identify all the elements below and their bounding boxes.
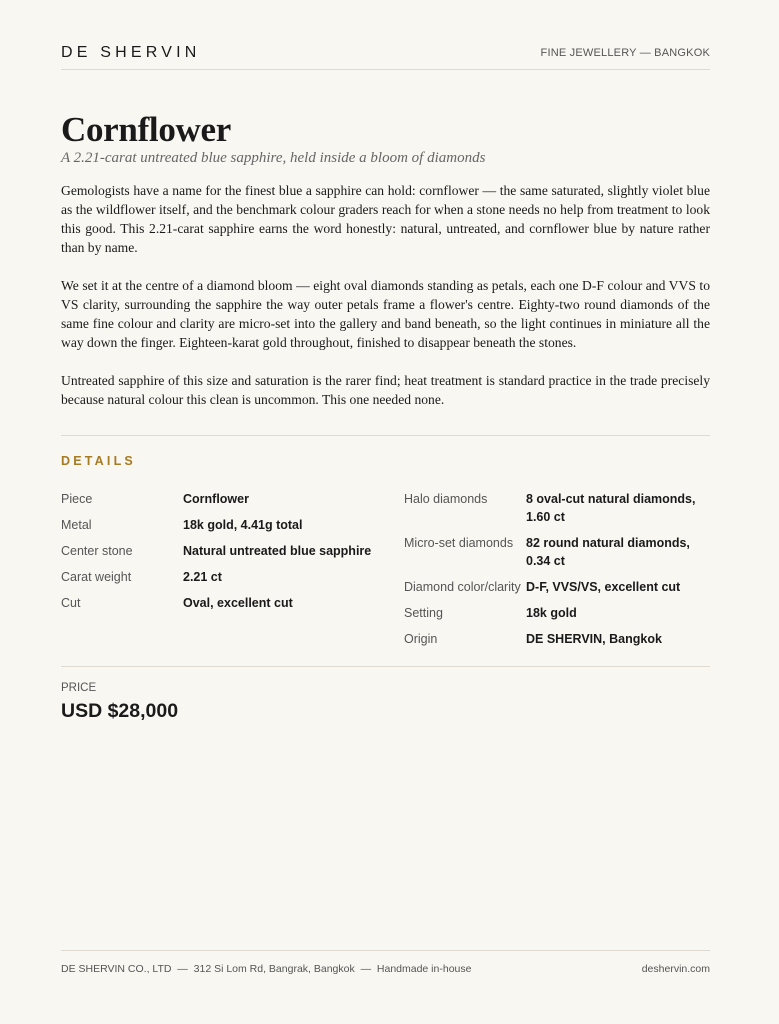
spec-row-halo-diamonds xyxy=(404,490,714,526)
spec-row-cut xyxy=(61,594,391,612)
spec-row-origin xyxy=(404,630,714,648)
spec-value: Oval, excellent cut xyxy=(183,596,293,610)
price-label: PRICE xyxy=(61,682,97,694)
details-left-column xyxy=(61,490,391,620)
spec-row-diamond-color-clarity xyxy=(404,578,714,596)
description-paragraph: We set it at the centre of a diamond bloom — eight oval diamonds standing as petals, each one D-F colour and VVS to VS clarity, surrounding the sapphire the way outer petals frame a flower's centre. Eighty-two round diamonds of the same fine colour and clarity are micro-set into the gallery and band beneath, so the light continues in miniature all the way down the finger. Eighteen-karat gold throughout, finished to disappear beneath the stones. xyxy=(61,278,710,350)
section-divider xyxy=(61,435,710,436)
spec-label: Metal xyxy=(61,518,92,532)
product-title: Cornflower xyxy=(61,110,232,149)
spec-row-center-stone xyxy=(61,542,391,560)
spec-label: Carat weight xyxy=(61,570,132,584)
description-paragraph: Gemologists have a name for the finest blue a sapphire can hold: cornflower — the same saturated, slightly violet blue as the wildflower itself, and the benchmark colour graders reach for when a stone needs no help from treatment to look this good. This 2.21-carat sapphire earns the word honestly: natural, untreated, and cornflower blue by nature rather than by name. xyxy=(61,183,710,255)
spec-value: Cornflower xyxy=(183,492,249,506)
section-divider xyxy=(61,666,710,667)
spec-row-micro-set-diamonds xyxy=(404,534,714,570)
brand-wordmark[interactable]: DE SHERVIN xyxy=(61,44,201,61)
spec-row-carat-weight xyxy=(61,568,391,586)
spec-label: Diamond color/clarity xyxy=(404,580,521,594)
spec-label: Origin xyxy=(404,632,438,646)
header-tagline: FINE JEWELLERY — BANGKOK xyxy=(540,47,710,59)
spec-value: 2.21 ct xyxy=(183,570,222,584)
spec-row-setting xyxy=(404,604,714,622)
spec-label: Piece xyxy=(61,492,93,506)
spec-value: D-F, VVS/VS, excellent cut xyxy=(526,580,681,594)
page-header xyxy=(61,44,710,70)
product-description xyxy=(61,181,710,428)
description-paragraph: Untreated sapphire of this size and saturation is the rarer find; heat treatment is standard practice in the trade precisely because natural colour this clean is uncommon. This one needed none. xyxy=(61,373,710,407)
spec-row-piece xyxy=(61,490,391,508)
spec-value: 18k gold xyxy=(526,606,577,620)
spec-label: Cut xyxy=(61,596,81,610)
spec-value: DE SHERVIN, Bangkok xyxy=(526,632,662,646)
spec-value: 8 oval-cut natural diamonds, 1.60 ct xyxy=(526,492,696,524)
footer-company-info: DE SHERVIN CO., LTD — 312 Si Lom Rd, Bangrak, Bangkok — Handmade in-house xyxy=(61,963,472,975)
product-sheet xyxy=(61,0,710,1024)
footer-website-link[interactable]: deshervin.com xyxy=(641,963,710,975)
page-footer xyxy=(61,950,710,975)
spec-value: 82 round natural diamonds, 0.34 ct xyxy=(526,536,690,568)
spec-value: Natural untreated blue sapphire xyxy=(183,544,372,558)
spec-value: 18k gold, 4.41g total xyxy=(183,518,303,532)
price-value: USD $28,000 xyxy=(61,700,179,722)
details-heading: DETAILS xyxy=(61,454,136,468)
spec-row-metal xyxy=(61,516,391,534)
spec-label: Center stone xyxy=(61,544,133,558)
product-subtitle: A 2.21-carat untreated blue sapphire, held inside a bloom of diamonds xyxy=(61,150,486,166)
details-right-column xyxy=(404,490,714,656)
spec-label: Setting xyxy=(404,606,443,620)
spec-label: Halo diamonds xyxy=(404,492,488,506)
spec-label: Micro-set diamonds xyxy=(404,536,514,550)
